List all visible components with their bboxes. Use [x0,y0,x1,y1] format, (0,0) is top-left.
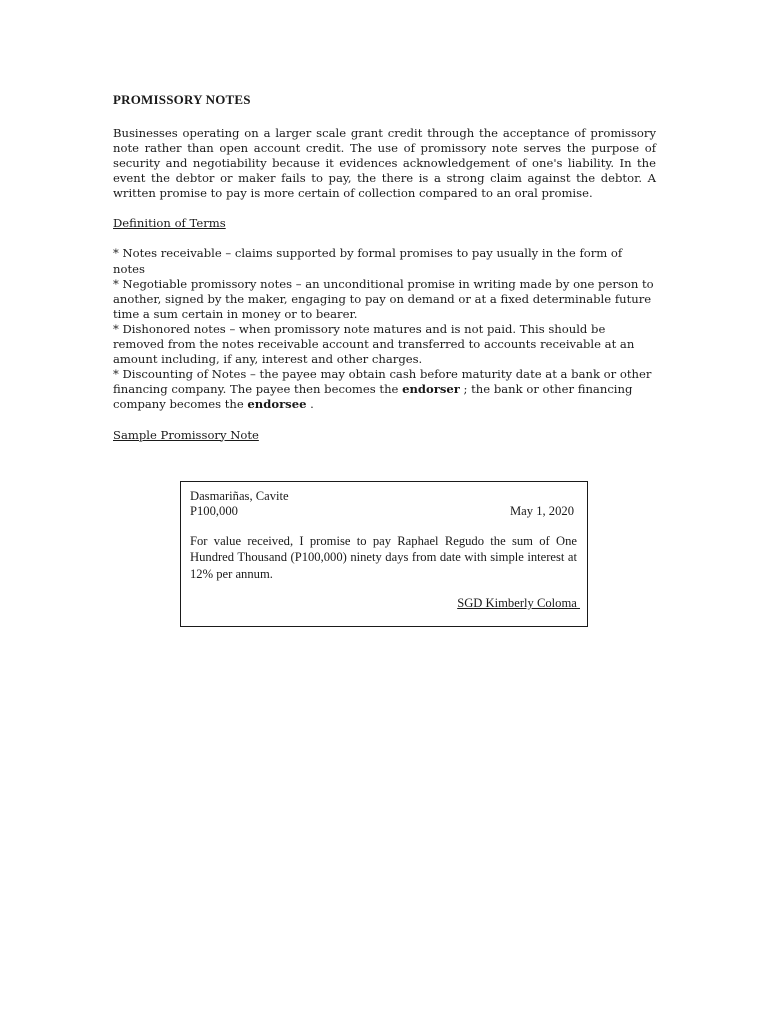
note-signature: SGD Kimberly Coloma [457,596,580,610]
term-negotiable-promissory-notes: * Negotiable promissory notes – an unconditional promise in writing made by one person to another, signed by the maker, engaging to pay on demand or at a fixed determinable future time a sum certain in money or to bearer. [113,276,654,321]
term-notes-receivable: * Notes receivable – claims supported by formal promises to pay usually in the form of notes [113,246,623,276]
endorsee-term: endorsee [247,397,307,412]
terms-list [113,246,656,412]
intro-paragraph: Businesses operating on a larger scale grant credit through the acceptance of promissory note rather than open account credit. The use of promissory note serves the purpose of security and negotiability because it evidences acknowledgement of one's liability. In the event the debtor or maker fails to pay, the there is a strong claim against the debtor. A written promise to pay is more certain of collection compared to an oral promise. [113,126,656,201]
discounting-text-1: * Discounting of Notes – the payee may obtain cash before maturity date at a bank or other financing company. The payee then becomes the [113,367,652,397]
document-title: PROMISSORY NOTES [113,92,251,107]
document-page [113,92,656,442]
sample-heading: Sample Promissory Note [113,427,259,442]
term-discounting-of-notes [113,367,656,412]
discounting-text-2: ; the bank or other financing company becomes the [113,382,633,412]
sample-promissory-note [180,481,588,627]
note-date: May 1, 2020 [509,504,574,518]
term-dishonored-notes: * Dishonored notes – when promissory note matures and is not paid. This should be removed from the notes receivable account and transferred to accounts receivable at an amount including, if any, interest and other charges. [113,321,635,367]
endorser-term: endorser [402,382,460,397]
definitions-heading: Definition of Terms [113,216,226,231]
note-body: For value received, I promise to pay Raphael Regudo the sum of One Hundred Thousand (P100,000) ninety days from date with simple interest at 12% per annum. [190,534,577,581]
note-place: Dasmariñas, Cavite [190,489,289,503]
note-amount: P100,000 [190,504,238,518]
discounting-text-3: . [306,397,314,412]
